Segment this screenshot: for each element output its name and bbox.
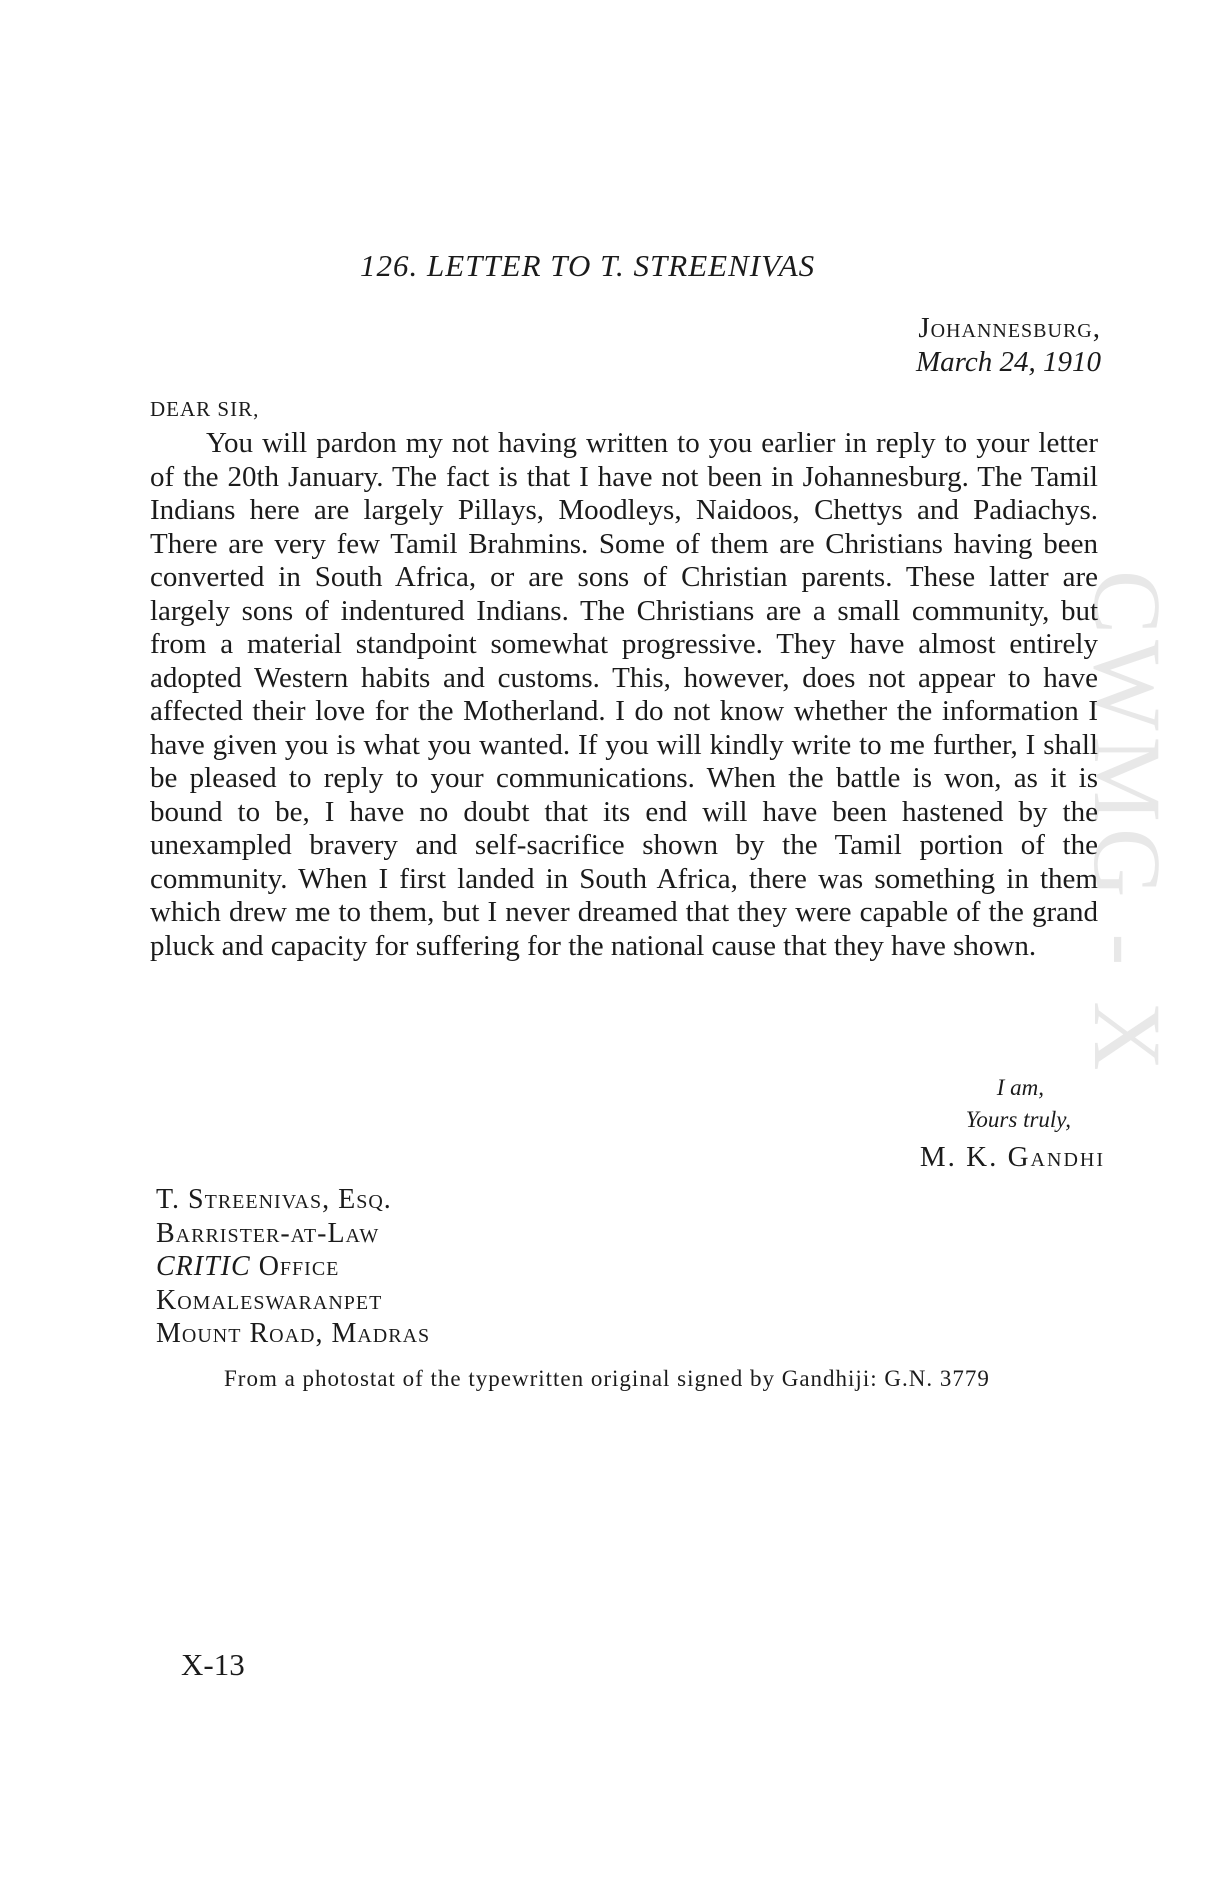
signature: M. K. Gandhi: [919, 1141, 1105, 1173]
date-line: March 24, 1910: [916, 346, 1101, 378]
address-line-title: Barrister-at-Law: [156, 1217, 380, 1249]
watermark: CWMG - X: [1074, 570, 1181, 1077]
closing-yours-truly: Yours truly,: [965, 1107, 1071, 1132]
salutation: DEAR SIR,: [150, 397, 260, 421]
address-office: Office: [250, 1251, 340, 1282]
recipient-address: [156, 1183, 430, 1351]
place-line: Johannesburg,: [918, 312, 1101, 344]
page-number: X-13: [181, 1647, 245, 1682]
letter-body: You will pardon my not having written to you earlier in reply to your letter of the 20th January. The fact is that I have not been in Johannesburg. The Tamil Indians here are largely Pillays, Moodleys, Naidoos, Chettys and Padiachys. There are very few Tamil Brahmins. Some of them are Christians having been converted in South Africa, or are sons of Christian parents. These latter are largely sons of indentured Indians. The Christians are a small community, but from a material standpoint somewhat progressive. They have almost entirely adopted Western habits and customs. This, however, does not appear to have affected their love for the Motherland. I do not know whether the information I have given you is what you wanted. If you will kindly write to me further, I shall be pleased to reply to your communications. When the battle is won, as it is bound to be, I have no doubt that its end will have been hastened by the unexampled bravery and self-sacrifice shown by the Tamil portion of the community. When I first landed in South Africa, there was something in them which drew me to them, but I never dreamed that they were capable of the grand pluck and capacity for suffering for the national cause that they have shown.: [150, 427, 1098, 962]
address-line-locality: Komaleswaranpet: [156, 1284, 383, 1316]
address-line-city: Mount Road, Madras: [156, 1318, 431, 1349]
address-line-name: T. Streenivas, Esq.: [156, 1184, 392, 1215]
closing-i-am: I am,: [996, 1075, 1044, 1100]
address-critic: CRITIC: [156, 1251, 251, 1282]
address-line-office: [156, 1250, 430, 1284]
letter-heading: 126. LETTER TO T. STREENIVAS: [360, 248, 816, 283]
source-note: From a photostat of the typewritten original signed by Gandhiji: G.N. 3779: [224, 1366, 990, 1391]
